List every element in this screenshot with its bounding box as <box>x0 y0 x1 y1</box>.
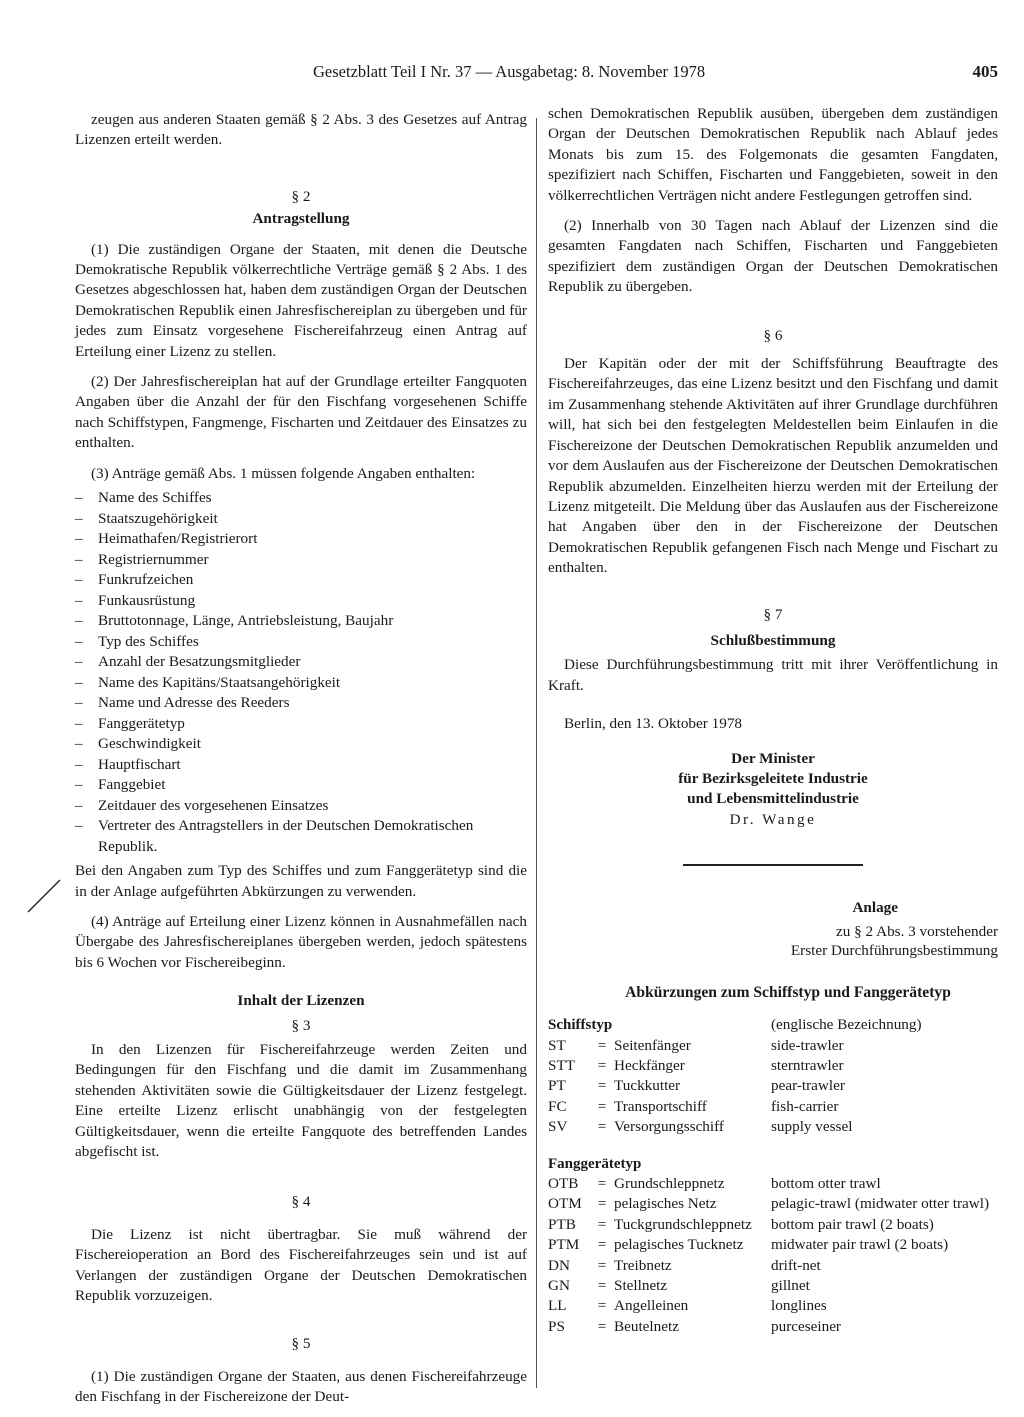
signature-title-3: und Lebensmittelindustrie <box>687 790 859 808</box>
list-item: – Anzahl der Besatzungsmitglieder <box>75 652 527 673</box>
list-item: – Name des Schiffes <box>75 488 527 509</box>
ship-type-table <box>548 1015 998 1137</box>
english-term: side-trawler <box>771 1036 844 1054</box>
table-row <box>548 1076 998 1096</box>
list-item: – Bruttotonnage, Länge, Antriebsleistung, Baujahr <box>75 611 527 632</box>
english-term: fish-carrier <box>771 1097 839 1115</box>
english-term: midwater pair trawl (2 boats) <box>771 1236 949 1254</box>
table-row <box>548 1276 998 1296</box>
list-item: – Heimathafen/Registrierort <box>75 529 527 550</box>
german-term: Seitenfänger <box>614 1036 691 1054</box>
english-term: gillnet <box>771 1276 810 1294</box>
abbr-code: FC <box>548 1097 567 1115</box>
abbreviations-title: Abkürzungen zum Schiffstyp und Fanggerätetyp <box>625 983 951 1001</box>
section-2-paragraph-1: (1) Die zuständigen Organe der Staaten, mit denen die Deutsche Demokratische Republik völkerrechtliche Verträge gemäß § 2 Abs. 1 des Gesetzes abgeschlossen hat, haben dem zuständigen Organ der Deutschen Demokratischen Republik einen Jahresfischereiplan zu übergeben und für jedes zum Einsatz vorgesehene Fischereifahrzeug einen Antrag auf Erteilung einer Lizenz zu stellen. <box>75 240 527 360</box>
german-term: Heckfänger <box>614 1056 685 1074</box>
equals-sign: = <box>597 1317 607 1335</box>
abbr-code: OTB <box>548 1174 579 1192</box>
table-row <box>548 1097 998 1117</box>
section-5-paragraph-1: (1) Die zuständigen Organe der Staaten, aus denen Fischereifahrzeuge den Fischfang in der Fischereizone der Deut- <box>75 1367 527 1406</box>
section-3-paragraph: In den Lizenzen für Fischereifahrzeuge werden Zeiten und Bedingungen für den Fischfang und die damit im Zusammenhang stehenden Aktivitäten sowie die Gültigkeitsdauer der Lizenz festgelegt. Eine erteilte Lizenz erlischt unabhängig von der festgelegten Gültigkeitsdauer, wenn die erteilte Fangquote des betreffenden Landes abgefischt ist. <box>75 1040 527 1160</box>
annex-title: Anlage <box>852 899 898 917</box>
table-row <box>548 1194 998 1214</box>
english-term: purceseiner <box>771 1317 841 1335</box>
list-item: – Funkausrüstung <box>75 591 527 612</box>
section-6-paragraph: Der Kapitän oder der mit der Schiffsführung Beauftragte des Fischereifahrzeuges, das eine Lizenz besitzt und den Fischfang und damit im Zusammenhang stehende Aktivitäten auf ihrer Grundlage durchführen will, hat sich bei den festgelegten Meldestellen beim Einlaufen in die Fischereizone der Deutschen Demokratischen Republik anzumelden und vor dem Auslaufen aus der Fischereizone der Deutschen Demokratischen Republik abzumelden. Einzelheiten hierzu werden mit der Erteilung der Lizenz mitgeteilt. Die Meldung über das Auslaufen aus der Fischereizone hat Angaben über den in der Fischereizone der Deutschen Demokratischen Republik gefangenen Fisch nach Menge und Fischart zu enthalten. <box>548 355 998 577</box>
abbr-code: OTM <box>548 1195 582 1213</box>
german-term: Tuckkutter <box>614 1077 681 1095</box>
list-item: – Name des Kapitäns/Staatsangehörigkeit <box>75 673 527 694</box>
list-item: – Fanggerätetyp <box>75 714 527 735</box>
place-and-date: Berlin, den 13. Oktober 1978 <box>564 715 743 733</box>
section-3-number: § 3 <box>291 1016 311 1034</box>
list-item: – Zeitdauer des vorgesehenen Einsatzes <box>75 796 527 817</box>
annex-reference-1: zu § 2 Abs. 3 vorstehender <box>836 922 998 940</box>
table-row <box>548 1235 998 1255</box>
german-term: Transportschiff <box>614 1097 707 1115</box>
section-2-paragraph-2: (2) Der Jahresfischereiplan hat auf der Grundlage erteilter Fangquoten Angaben über die Anzahl der für den Fischfang vorgesehenen Schiffe nach Schiffstypen, Fangmenge, Fischarten und Zeitdauer des Einsatzes zu enthalten. <box>75 373 527 452</box>
pen-stroke-mark <box>26 878 62 914</box>
german-term: Tuckgrundschleppnetz <box>614 1215 752 1233</box>
section-6-number: § 6 <box>763 326 783 344</box>
german-term: Grundschleppnetz <box>614 1174 725 1192</box>
application-details-list <box>75 488 527 857</box>
german-term: Beutelnetz <box>614 1317 679 1335</box>
equals-sign: = <box>597 1276 607 1294</box>
list-item: – Funkrufzeichen <box>75 570 527 591</box>
table-row <box>548 1117 998 1137</box>
list-item: – Name und Adresse des Reeders <box>75 693 527 714</box>
english-term: pear-trawler <box>771 1077 845 1095</box>
german-term: Treibnetz <box>614 1256 672 1274</box>
gear-type-heading: Fanggerätetyp <box>548 1155 642 1172</box>
english-term: sterntrawler <box>771 1056 844 1074</box>
english-term: pelagic-trawl (midwater otter trawl) <box>771 1195 990 1213</box>
equals-sign: = <box>597 1215 607 1233</box>
ship-type-heading: Schiffstyp <box>548 1017 613 1034</box>
equals-sign: = <box>597 1077 607 1095</box>
equals-sign: = <box>597 1056 607 1074</box>
list-item: – Staatszugehörigkeit <box>75 509 527 530</box>
section-2-paragraph-3b: Bei den Angaben zum Typ des Schiffes und zum Fanggerätetyp sind die in der Anlage aufgeführten Abkürzungen zu verwenden. <box>75 862 527 900</box>
section-2-title: Antragstellung <box>252 210 350 228</box>
column-divider <box>536 118 537 1388</box>
section-2-paragraph-4: (4) Anträge auf Erteilung einer Lizenz können in Ausnahmefällen nach Übergabe des Jahresfischereiplanes übergeben werden, jedoch spätestens bis 6 Wochen vor Fischereibeginn. <box>75 912 527 971</box>
list-item: – Geschwindigkeit <box>75 734 527 755</box>
english-term: longlines <box>771 1297 827 1315</box>
section-5-number: § 5 <box>291 1335 311 1353</box>
abbr-code: LL <box>548 1297 567 1315</box>
equals-sign: = <box>597 1036 607 1054</box>
equals-sign: = <box>597 1118 607 1136</box>
equals-sign: = <box>597 1236 607 1254</box>
section-5-continuation: schen Demokratischen Republik ausüben, übergeben dem zuständigen Organ der Deutschen Demokratischen Republik nach Ablauf jedes Monats bis zum 15. des Folgemonats die gesamten Fangdaten, spezifiziert nach Schiffen, Fischarten und Fanggebieten, soweit in den völkerrechtlichen Verträgen nicht andere Festlegungen getroffen sind. <box>548 105 998 204</box>
page-header <box>75 62 998 86</box>
section-7-number: § 7 <box>763 605 783 623</box>
english-heading: (englische Bezeichnung) <box>771 1016 922 1034</box>
abbr-code: SV <box>548 1118 568 1136</box>
table-row <box>548 1296 998 1316</box>
section-5-paragraph-2: (2) Innerhalb von 30 Tagen nach Ablauf der Lizenzen sind die gesamten Fangdaten nach Schiffen, Fischarten und Fanggebieten spezifiziert dem zuständigen Organ der Deutschen Demokratischen Republik zu übergeben. <box>548 217 998 296</box>
section-2-number: § 2 <box>291 187 311 205</box>
german-term: Stellnetz <box>614 1276 668 1294</box>
page-number: 405 <box>972 62 998 81</box>
list-item: – Hauptfischart <box>75 755 527 776</box>
table-row <box>548 1036 998 1056</box>
section-4-number: § 4 <box>291 1193 311 1211</box>
list-item: – Vertreter des Antragstellers in der Deutschen Demokratischen Republik. <box>75 816 527 857</box>
section-4-paragraph: Die Lizenz ist nicht übertragbar. Sie muß während der Fischereioperation an Bord des Fischereifahrzeuges sein und ist auf Verlangen der zuständigen Organe der Deutschen Demokratischen Republik vorzuzeigen. <box>75 1225 527 1304</box>
abbr-code: DN <box>548 1256 570 1274</box>
section-3-heading: Inhalt der Lizenzen <box>237 992 365 1010</box>
section-7-paragraph: Diese Durchführungsbestimmung tritt mit ihrer Veröffentlichung in Kraft. <box>548 656 998 694</box>
annex-reference-2: Erster Durchführungsbestimmung <box>790 942 998 960</box>
abbr-code: GN <box>548 1276 570 1294</box>
table-row <box>548 1174 998 1194</box>
table-row <box>548 1215 998 1235</box>
english-term: bottom otter trawl <box>771 1174 881 1192</box>
abbr-code: ST <box>548 1036 566 1054</box>
equals-sign: = <box>597 1195 607 1213</box>
english-term: bottom pair trawl (2 boats) <box>771 1215 934 1233</box>
abbr-code: STT <box>548 1056 576 1074</box>
gazette-title: Gesetzblatt Teil I Nr. 37 — Ausgabetag: 8. November 1978 <box>313 62 706 81</box>
german-term: pelagisches Tucknetz <box>614 1236 744 1254</box>
abbr-code: PTM <box>548 1236 580 1254</box>
german-term: Angelleinen <box>614 1297 689 1315</box>
abbr-code: PTB <box>548 1215 576 1233</box>
abbr-code: PT <box>548 1077 566 1095</box>
signature-title-2: für Bezirksgeleitete Industrie <box>678 769 868 787</box>
equals-sign: = <box>597 1174 607 1192</box>
left-column <box>75 110 527 1408</box>
intro-paragraph: zeugen aus anderen Staaten gemäß § 2 Abs. 3 des Gesetzes auf Antrag Lizenzen erteilt werden. <box>75 111 527 149</box>
abbr-code: PS <box>548 1317 565 1335</box>
table-row <box>548 1056 998 1076</box>
list-item: – Fanggebiet <box>75 775 527 796</box>
right-column <box>548 104 998 1337</box>
gear-type-table <box>548 1154 998 1338</box>
german-term: Versorgungsschiff <box>614 1118 724 1136</box>
section-7-title: Schlußbestimmung <box>710 631 836 649</box>
signatory-name: Dr. Wange <box>729 810 817 828</box>
list-item: – Typ des Schiffes <box>75 632 527 653</box>
equals-sign: = <box>597 1256 607 1274</box>
signature-title-1: Der Minister <box>731 749 815 767</box>
equals-sign: = <box>597 1097 607 1115</box>
english-term: supply vessel <box>771 1118 853 1136</box>
list-item: – Registriernummer <box>75 550 527 571</box>
english-term: drift-net <box>771 1256 821 1274</box>
equals-sign: = <box>597 1297 607 1315</box>
section-2-paragraph-3: (3) Anträge gemäß Abs. 1 müssen folgende Angaben enthalten: <box>91 464 476 482</box>
table-row <box>548 1317 998 1337</box>
german-term: pelagisches Netz <box>614 1195 717 1213</box>
table-row <box>548 1256 998 1276</box>
